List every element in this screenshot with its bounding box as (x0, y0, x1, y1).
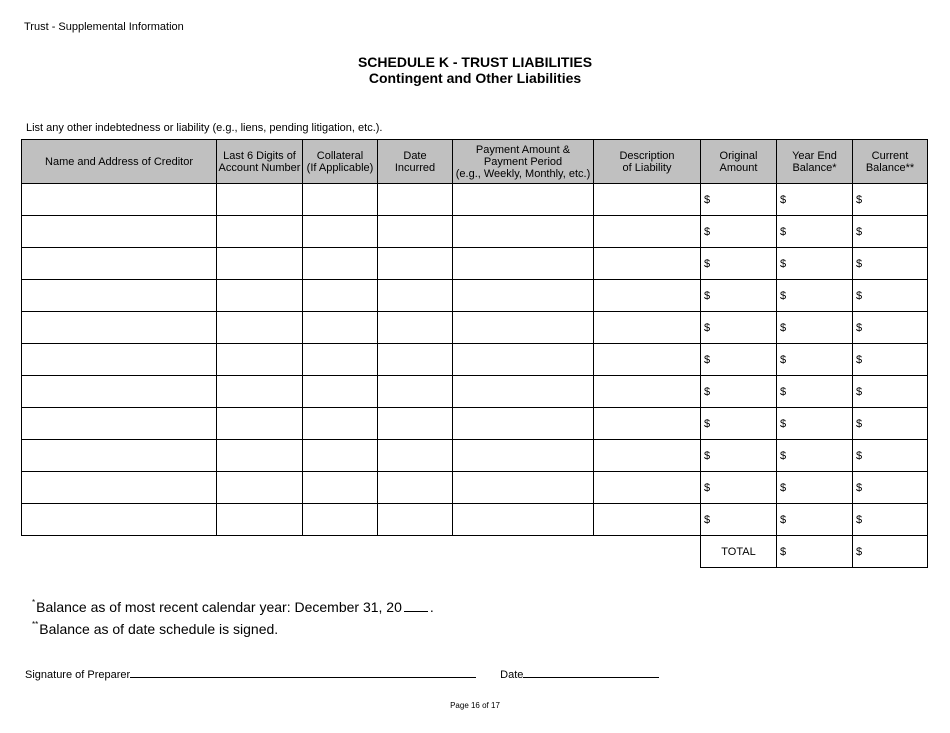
original-amount-cell[interactable] (701, 472, 777, 504)
payment-amount-period-cell[interactable] (453, 184, 594, 216)
signature-row (25, 666, 659, 681)
col-header-original-amount (701, 140, 777, 184)
payment-amount-period-cell[interactable] (453, 312, 594, 344)
currency-symbol: $ (856, 321, 863, 334)
year-end-balance-cell[interactable] (777, 280, 853, 312)
currency-symbol: $ (704, 481, 711, 494)
currency-symbol: $ (856, 385, 863, 398)
date-incurred-cell[interactable] (378, 472, 453, 504)
currency-symbol: $ (704, 257, 711, 270)
currency-symbol: $ (704, 321, 711, 334)
year-end-balance-cell[interactable] (777, 216, 853, 248)
collateral-cell[interactable] (303, 440, 378, 472)
year-end-balance-cell[interactable] (777, 248, 853, 280)
preparer-signature-label: Signature of Preparer (25, 669, 131, 681)
creditor-name-address-cell[interactable] (22, 248, 217, 280)
account-number-cell[interactable] (217, 376, 303, 408)
original-amount-cell[interactable] (701, 440, 777, 472)
current-balance-cell[interactable] (853, 440, 928, 472)
creditor-name-address-cell[interactable] (22, 440, 217, 472)
col-header-account-number (217, 140, 303, 184)
creditor-name-address-cell[interactable] (22, 504, 217, 536)
footnote-mark-single: * (32, 598, 36, 607)
col-header-line: Date (403, 149, 427, 162)
col-header-line: Original (719, 149, 758, 162)
creditor-name-address-cell[interactable] (22, 312, 217, 344)
total-current-balance-cell[interactable] (853, 536, 928, 568)
currency-symbol: $ (856, 225, 863, 238)
currency-symbol: $ (780, 353, 787, 366)
currency-symbol: $ (780, 289, 787, 302)
currency-symbol: $ (856, 481, 863, 494)
col-header-line: of Liability (622, 161, 672, 174)
current-balance-cell[interactable] (853, 376, 928, 408)
account-number-cell[interactable] (217, 312, 303, 344)
current-balance-cell[interactable] (853, 472, 928, 504)
col-header-line: Balance** (865, 161, 915, 174)
date-incurred-cell[interactable] (378, 248, 453, 280)
payment-amount-period-cell[interactable] (453, 216, 594, 248)
currency-symbol: $ (780, 321, 787, 334)
currency-symbol: $ (780, 257, 787, 270)
collateral-cell[interactable] (303, 504, 378, 536)
creditor-name-address-cell[interactable] (22, 216, 217, 248)
date-incurred-cell[interactable] (378, 184, 453, 216)
account-number-cell[interactable] (217, 440, 303, 472)
currency-symbol: $ (856, 449, 863, 462)
col-header-line: Last 6 Digits of (223, 149, 296, 162)
currency-symbol: $ (856, 353, 863, 366)
footnote-year-end-period: . (429, 599, 434, 615)
date-label: Date (500, 669, 524, 681)
payment-amount-period-cell[interactable] (453, 408, 594, 440)
account-number-cell[interactable] (217, 248, 303, 280)
instructions-text: List any other indebtedness or liability (e.g., liens, pending litigation, etc.). (26, 122, 383, 134)
col-header-payment (453, 140, 594, 184)
currency-symbol: $ (780, 225, 787, 238)
table-row (22, 312, 928, 344)
currency-symbol: $ (856, 257, 863, 270)
col-header-name-address (22, 140, 217, 184)
footnote-year-end (32, 592, 434, 614)
collateral-cell[interactable] (303, 184, 378, 216)
year-end-balance-cell[interactable] (777, 184, 853, 216)
year-end-balance-cell[interactable] (777, 376, 853, 408)
col-header-line: Year End (792, 149, 837, 162)
account-number-cell[interactable] (217, 184, 303, 216)
currency-symbol: $ (856, 513, 863, 526)
description-cell[interactable] (594, 248, 701, 280)
date-incurred-cell[interactable] (378, 504, 453, 536)
original-amount-cell[interactable] (701, 280, 777, 312)
year-end-balance-cell[interactable] (777, 408, 853, 440)
description-cell[interactable] (594, 216, 701, 248)
account-number-cell[interactable] (217, 280, 303, 312)
currency-symbol: $ (704, 513, 711, 526)
collateral-cell[interactable] (303, 216, 378, 248)
total-year-end-balance-cell[interactable] (777, 536, 853, 568)
col-header-year-end-balance (777, 140, 853, 184)
currency-symbol: $ (704, 417, 711, 430)
year-end-balance-cell[interactable] (777, 472, 853, 504)
col-header-line: (If Applicable) (306, 161, 374, 174)
table-row (22, 216, 928, 248)
current-balance-cell[interactable] (853, 408, 928, 440)
collateral-cell[interactable] (303, 408, 378, 440)
description-cell[interactable] (594, 472, 701, 504)
col-header-line: Collateral (316, 149, 364, 162)
original-amount-cell[interactable] (701, 216, 777, 248)
footnote-year-end-text: Balance as of most recent calendar year: December 31, 20 (36, 599, 402, 615)
date-incurred-cell[interactable] (378, 440, 453, 472)
currency-symbol: $ (780, 193, 787, 206)
year-end-balance-cell[interactable] (777, 344, 853, 376)
current-balance-cell[interactable] (853, 184, 928, 216)
col-header-line: Incurred (394, 161, 436, 174)
payment-amount-period-cell[interactable] (453, 248, 594, 280)
table-row (22, 504, 928, 536)
current-balance-cell[interactable] (853, 216, 928, 248)
collateral-cell[interactable] (303, 248, 378, 280)
currency-symbol: $ (780, 545, 787, 558)
payment-amount-period-cell[interactable] (453, 440, 594, 472)
page-number: Page 16 of 17 (450, 701, 500, 710)
year-blank-field[interactable] (404, 599, 428, 612)
liabilities-table (21, 139, 928, 568)
footnotes (32, 592, 434, 636)
table-row (22, 376, 928, 408)
current-balance-cell[interactable] (853, 280, 928, 312)
col-header-line: Description (619, 149, 675, 162)
original-amount-cell[interactable] (701, 408, 777, 440)
current-balance-cell[interactable] (853, 312, 928, 344)
table-row (22, 344, 928, 376)
col-header-current-balance (853, 140, 928, 184)
currency-symbol: $ (780, 417, 787, 430)
currency-symbol: $ (856, 289, 863, 302)
currency-symbol: $ (704, 449, 711, 462)
col-header-date-incurred (378, 140, 453, 184)
account-number-cell[interactable] (217, 504, 303, 536)
original-amount-cell[interactable] (701, 312, 777, 344)
payment-amount-period-cell[interactable] (453, 280, 594, 312)
currency-symbol: $ (704, 225, 711, 238)
footnote-current-text: Balance as of date schedule is signed. (39, 621, 279, 637)
collateral-cell[interactable] (303, 376, 378, 408)
col-header-line: Payment Period (483, 155, 563, 168)
date-signature-line[interactable] (523, 666, 659, 678)
original-amount-cell[interactable] (701, 344, 777, 376)
date-incurred-cell[interactable] (378, 312, 453, 344)
currency-symbol: $ (780, 385, 787, 398)
currency-symbol: $ (856, 193, 863, 206)
account-number-cell[interactable] (217, 344, 303, 376)
currency-symbol: $ (856, 545, 863, 558)
footnote-current (32, 614, 434, 636)
description-cell[interactable] (594, 408, 701, 440)
schedule-title-sub: Contingent and Other Liabilities (368, 70, 582, 86)
description-cell[interactable] (594, 184, 701, 216)
preparer-signature-line[interactable] (130, 666, 476, 678)
original-amount-cell[interactable] (701, 376, 777, 408)
col-header-line: (e.g., Weekly, Monthly, etc.) (455, 167, 591, 180)
schedule-title-main: SCHEDULE K - TRUST LIABILITIES (357, 54, 593, 70)
description-cell[interactable] (594, 376, 701, 408)
col-header-collateral (303, 140, 378, 184)
description-cell[interactable] (594, 280, 701, 312)
total-label: TOTAL (701, 536, 777, 568)
year-end-balance-cell[interactable] (777, 504, 853, 536)
table-row (22, 184, 928, 216)
col-header-line: Current (871, 149, 909, 162)
description-cell[interactable] (594, 440, 701, 472)
currency-symbol: $ (704, 385, 711, 398)
table-header-row (22, 140, 928, 184)
col-header-line: Balance* (792, 161, 837, 174)
description-cell[interactable] (594, 504, 701, 536)
currency-symbol: $ (704, 289, 711, 302)
original-amount-cell[interactable] (701, 504, 777, 536)
date-incurred-cell[interactable] (378, 280, 453, 312)
payment-amount-period-cell[interactable] (453, 376, 594, 408)
creditor-name-address-cell[interactable] (22, 376, 217, 408)
currency-symbol: $ (704, 193, 711, 206)
schedule-title (0, 54, 950, 87)
table-row (22, 408, 928, 440)
collateral-cell[interactable] (303, 312, 378, 344)
col-header-line: Name and Address of Creditor (45, 155, 193, 168)
table-row (22, 248, 928, 280)
collateral-cell[interactable] (303, 280, 378, 312)
currency-symbol: $ (856, 417, 863, 430)
payment-amount-period-cell[interactable] (453, 472, 594, 504)
creditor-name-address-cell[interactable] (22, 280, 217, 312)
table-row (22, 472, 928, 504)
year-end-balance-cell[interactable] (777, 440, 853, 472)
collateral-cell[interactable] (303, 344, 378, 376)
original-amount-cell[interactable] (701, 184, 777, 216)
year-end-balance-cell[interactable] (777, 312, 853, 344)
creditor-name-address-cell[interactable] (22, 408, 217, 440)
account-number-cell[interactable] (217, 216, 303, 248)
original-amount-cell[interactable] (701, 248, 777, 280)
table-row (22, 440, 928, 472)
creditor-name-address-cell[interactable] (22, 344, 217, 376)
total-spacer (22, 536, 701, 568)
section-label: Trust - Supplemental Information (24, 21, 184, 33)
currency-symbol: $ (780, 449, 787, 462)
table-row (22, 280, 928, 312)
creditor-name-address-cell[interactable] (22, 184, 217, 216)
account-number-cell[interactable] (217, 472, 303, 504)
payment-amount-period-cell[interactable] (453, 504, 594, 536)
description-cell[interactable] (594, 312, 701, 344)
col-header-line: Account Number (218, 161, 301, 174)
date-incurred-cell[interactable] (378, 344, 453, 376)
col-header-line: Amount (719, 161, 758, 174)
payment-amount-period-cell[interactable] (453, 344, 594, 376)
currency-symbol: $ (780, 481, 787, 494)
date-incurred-cell[interactable] (378, 408, 453, 440)
date-incurred-cell[interactable] (378, 216, 453, 248)
account-number-cell[interactable] (217, 408, 303, 440)
creditor-name-address-cell[interactable] (22, 472, 217, 504)
description-cell[interactable] (594, 344, 701, 376)
col-header-description (594, 140, 701, 184)
total-row (22, 536, 928, 568)
current-balance-cell[interactable] (853, 344, 928, 376)
current-balance-cell[interactable] (853, 504, 928, 536)
currency-symbol: $ (780, 513, 787, 526)
currency-symbol: $ (704, 353, 711, 366)
footnote-mark-double: ** (32, 620, 39, 629)
collateral-cell[interactable] (303, 472, 378, 504)
col-header-line: Payment Amount & (475, 143, 571, 156)
date-incurred-cell[interactable] (378, 376, 453, 408)
current-balance-cell[interactable] (853, 248, 928, 280)
